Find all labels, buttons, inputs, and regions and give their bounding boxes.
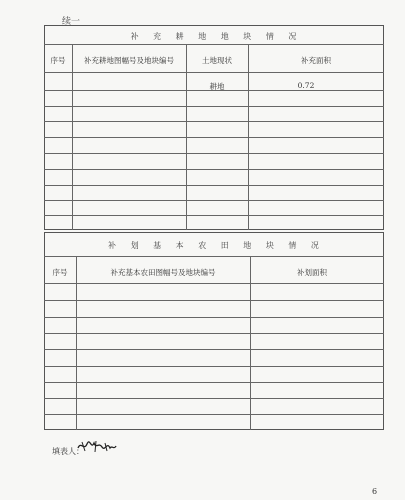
table2-row-line [44, 300, 384, 301]
table1-row-line [44, 185, 384, 186]
table1-row-line [44, 106, 384, 107]
table2-title: 补 划 基 本 农 田 地 块 情 况 [108, 241, 325, 250]
table2-row-line [44, 317, 384, 318]
table2-row-line [44, 398, 384, 399]
continuation-label: 续一 [62, 17, 81, 27]
table2-row-line [44, 414, 384, 415]
table2-frame [44, 232, 384, 430]
table2-row-line [44, 382, 384, 383]
table1-row-line [44, 121, 384, 122]
form-filler-label: 填表人： [52, 447, 84, 456]
handwritten-signature [76, 438, 118, 454]
table1-header-index: 序号 [50, 56, 66, 65]
table1-header-land-status: 土地现状 [202, 56, 232, 65]
table2-row-line [44, 333, 384, 334]
table2-header-plot-number: 补充基本农田图幅号及地块编号 [110, 268, 216, 277]
table1-row1-land-status: 耕地 [209, 82, 225, 91]
table1-row-line [44, 200, 384, 201]
table1-header-plot-number: 补充耕地图幅号及地块编号 [84, 56, 174, 65]
table1-row-line [44, 137, 384, 138]
table2-row-line [44, 283, 384, 284]
page-number: 6 [372, 487, 378, 496]
table1-title: 补 充 耕 地 地 块 情 况 [130, 32, 303, 41]
table1-row-line [44, 72, 384, 73]
table2-row-line [44, 349, 384, 350]
table1-row1-area: 0.72 [297, 81, 315, 90]
table2-row-line [44, 366, 384, 367]
table1-row-line [44, 153, 384, 154]
table2-header-index: 序号 [52, 268, 68, 277]
table1-row-line [44, 169, 384, 170]
table2-header-area: 补划面积 [297, 268, 327, 277]
table1-header-area: 补充面积 [301, 56, 331, 65]
table1-row-line [44, 215, 384, 216]
